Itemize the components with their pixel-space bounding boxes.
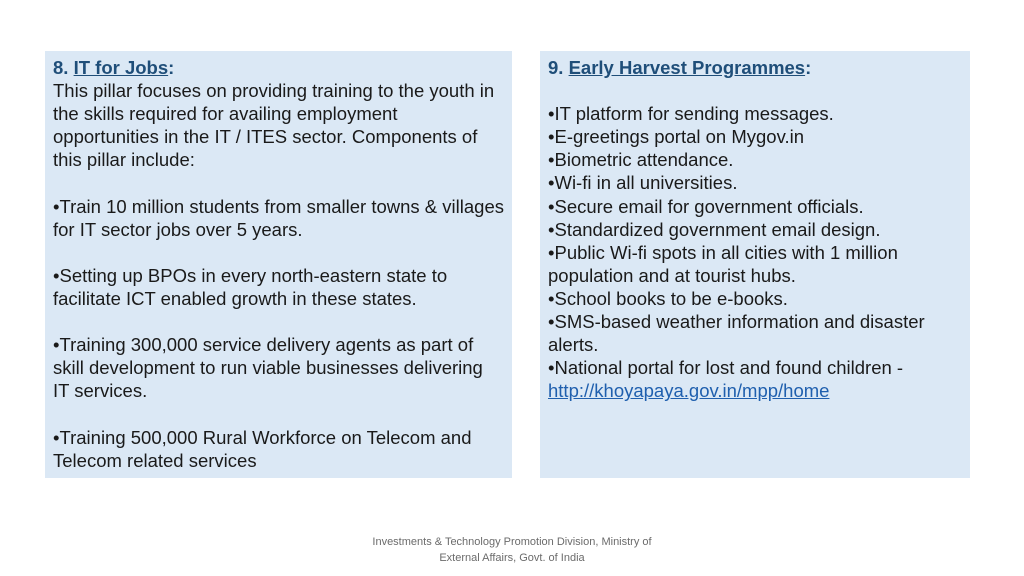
footer-line-2: External Affairs, Govt. of India <box>439 552 585 564</box>
bullet-item: •National portal for lost and found children - <box>548 357 904 379</box>
early-harvest-panel <box>540 51 970 478</box>
it-for-jobs-link[interactable]: IT for Jobs <box>73 57 169 78</box>
it-for-jobs-intro: This pillar focuses on providing training to the youth in the skills required for availing employment opportunities in the IT / ITES sector. Components of this pillar include: <box>53 80 495 171</box>
bullet-item: •Wi-fi in all universities. <box>548 172 738 194</box>
bullet-item: •Training 500,000 Rural Workforce on Telecom and Telecom related services <box>53 426 472 471</box>
footer <box>330 534 694 566</box>
khoyapaya-link[interactable]: http://khoyapaya.gov.in/mpp/home <box>548 380 830 402</box>
bullet-item: •IT platform for sending messages. <box>548 103 834 125</box>
bullet-item: •Public Wi-fi spots in all cities with 1 million population and at tourist hubs. <box>548 241 898 286</box>
it-for-jobs-panel <box>45 51 512 478</box>
bullet-item: •Training 300,000 service delivery agents as part of skill development to run viable businesses delivering IT services. <box>53 334 483 402</box>
early-harvest-link[interactable]: Early Harvest Programmes <box>568 57 806 78</box>
heading-colon: : <box>168 57 175 78</box>
section-number: 9. <box>548 57 564 78</box>
heading-colon: : <box>805 57 812 78</box>
bullet-item: •Standardized government email design. <box>548 218 881 240</box>
footer-line-1: Investments & Technology Promotion Division, Ministry of <box>372 536 652 548</box>
bullet-item: •School books to be e-books. <box>548 287 788 309</box>
bullet-item: •Setting up BPOs in every north-eastern state to facilitate ICT enabled growth in these states. <box>53 264 448 309</box>
section-number: 8. <box>53 57 69 78</box>
early-harvest-heading <box>548 56 962 79</box>
it-for-jobs-heading <box>53 56 504 79</box>
bullet-item: •Train 10 million students from smaller towns & villages for IT sector jobs over 5 years. <box>53 195 504 240</box>
bullet-item: •SMS-based weather information and disaster alerts. <box>548 311 925 356</box>
bullet-item: •E-greetings portal on Mygov.in <box>548 126 805 148</box>
bullet-item: •Secure email for government officials. <box>548 195 864 217</box>
bullet-item: •Biometric attendance. <box>548 149 734 171</box>
